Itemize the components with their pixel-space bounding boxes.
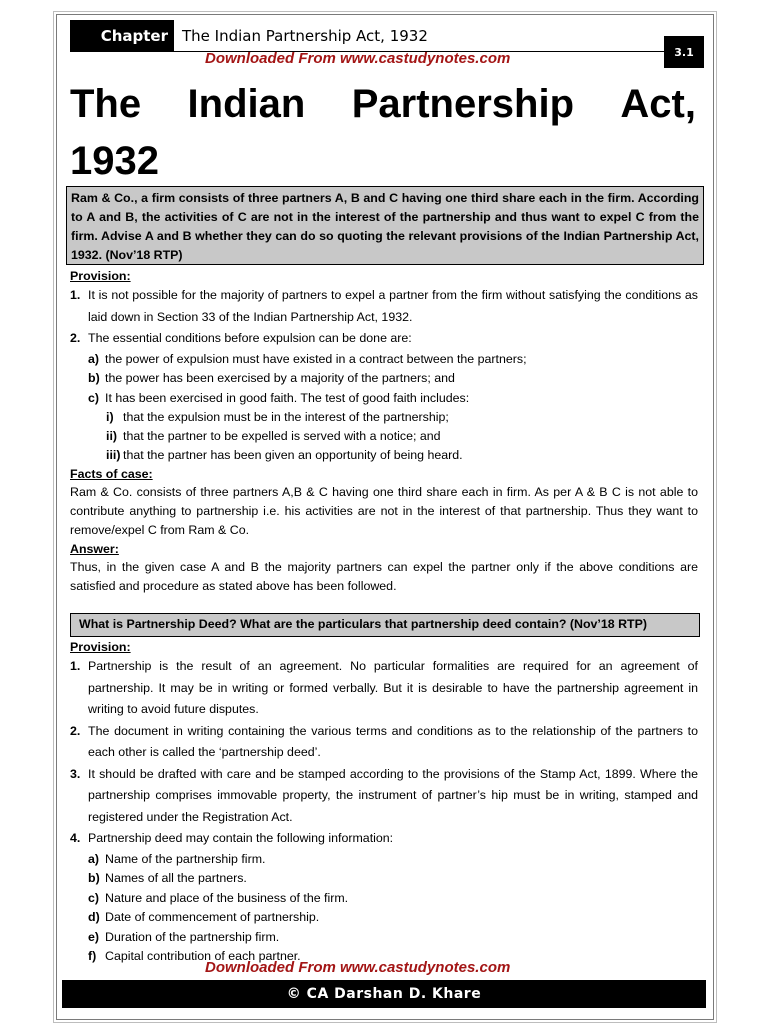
item-text: The document in writing containing the various terms and conditions as to the relationship of the partners to each other is called the ‘partnership deed’. [88,723,698,759]
item-text: Capital contribution of each partner. [105,949,301,963]
item-roman: iii) [106,448,121,462]
facts-heading: Facts of case: [70,467,153,481]
list-subitem [70,350,698,370]
title-word: The [70,82,142,126]
footer-copyright: © CA Darshan D. Khare [62,980,706,1008]
provision-heading: Provision: [70,640,131,654]
item-text: It should be drafted with care and be stamped according to the provisions of the Stamp Act, 1899. Where the partnership comprises immovable property, the instrument of partner’s hip must be in writing, stamped and registered under the Registration Act. [88,766,698,824]
list-subitem [70,908,698,928]
chapter-title: The Indian Partnership Act, 1932 [182,26,428,45]
watermark-top: Downloaded From www.castudynotes.com [205,50,511,67]
item-text: Partnership is the result of an agreement. No particular formalities are required for an agreement of partnership. It may be in writing or formed verbally. But it is desirable to have the partnership agreement in writing to avoid future disputes. [88,659,698,716]
list-item [70,328,698,350]
item-number: 1. [70,288,81,302]
list-item [70,721,698,764]
question-box-1: Ram & Co., a firm consists of three partners A, B and C having one third share each in the firm. According to A and B, the activities of C are not in the interest of the partnership and thus want to expel C from the firm. Advise A and B whether they can do so quoting the relevant provisions of the Indian Partnership Act, 1932. (Nov’18 RTP) [66,186,704,265]
item-text: Partnership deed may contain the following information: [88,831,394,845]
item-text: Nature and place of the business of the firm. [105,890,349,905]
facts-text: Ram & Co. consists of three partners A,B & C having one third share each in firm. As per A & B C is not able to contribute anything to partnership i.e. his activities are not in the interest of that partnership. Thus they want to remove/expel C from Ram & Co. [70,485,698,537]
item-letter: f) [88,949,97,963]
item-text: Name of the partnership firm. [105,851,266,866]
list-subitem [70,369,698,389]
page-title [70,76,696,190]
title-word: Partnership [351,82,575,126]
title-line-2: 1932 [70,139,159,183]
item-letter: e) [88,929,100,944]
item-roman: i) [106,410,114,424]
item-number: 2. [70,723,81,738]
item-number: 3. [70,766,81,781]
list-item [70,828,698,850]
list-subitem [70,928,698,948]
section-1 [70,267,698,596]
list-item [70,285,698,328]
section-2 [70,638,698,967]
item-roman: ii) [106,429,118,443]
answer-text: Thus, in the given case A and B the majority partners can expel the partner only if the above conditions are satisfied and procedure as stated above has been followed. [70,560,698,593]
item-letter: a) [88,851,100,866]
question-box-2: What is Partnership Deed? What are the particulars that partnership deed contain? (Nov’18 RTP) [70,613,700,637]
item-number: 4. [70,831,81,845]
item-text: The essential conditions before expulsion can be done are: [88,331,412,345]
chapter-header [70,20,680,52]
list-subsubitem [70,446,698,465]
item-text: Duration of the partnership firm. [105,929,280,944]
item-letter: c) [88,890,100,905]
item-letter: a) [88,351,100,366]
item-letter: b) [88,871,100,885]
list-item [70,656,698,721]
item-text: It is not possible for the majority of partners to expel a partner from the firm without satisfying the conditions as laid down in Section 33 of the Indian Partnership Act, 1932. [88,288,698,324]
item-text: that the expulsion must be in the interest of the partnership; [123,410,449,424]
item-text: Names of all the partners. [105,871,247,885]
list-subitem [70,389,698,409]
item-text: It has been exercised in good faith. The test of good faith includes: [105,390,470,405]
item-letter: d) [88,910,100,924]
list-subitem [70,889,698,909]
item-text: that the partner has been given an opportunity of being heard. [123,448,463,462]
answer-heading: Answer: [70,542,119,556]
item-number: 1. [70,659,81,673]
item-text: the power of expulsion must have existed in a contract between the partners; [105,351,527,366]
item-letter: c) [88,390,100,405]
item-text: the power has been exercised by a majority of the partners; and [105,371,455,385]
list-subitem [70,850,698,870]
chapter-tag: Chapter [70,20,174,51]
title-word: Indian [187,82,306,126]
item-number: 2. [70,331,81,345]
title-word: Act, [620,82,696,126]
item-text: that the partner to be expelled is served with a notice; and [123,429,441,443]
list-subsubitem [70,408,698,427]
item-text: Date of commencement of partnership. [105,910,320,924]
watermark-bottom: Downloaded From www.castudynotes.com [205,959,511,976]
list-item [70,764,698,829]
page-number: 3.1 [664,36,704,68]
provision-heading: Provision: [70,269,131,283]
item-letter: b) [88,371,100,385]
list-subsubitem [70,427,698,446]
list-subitem [70,869,698,889]
